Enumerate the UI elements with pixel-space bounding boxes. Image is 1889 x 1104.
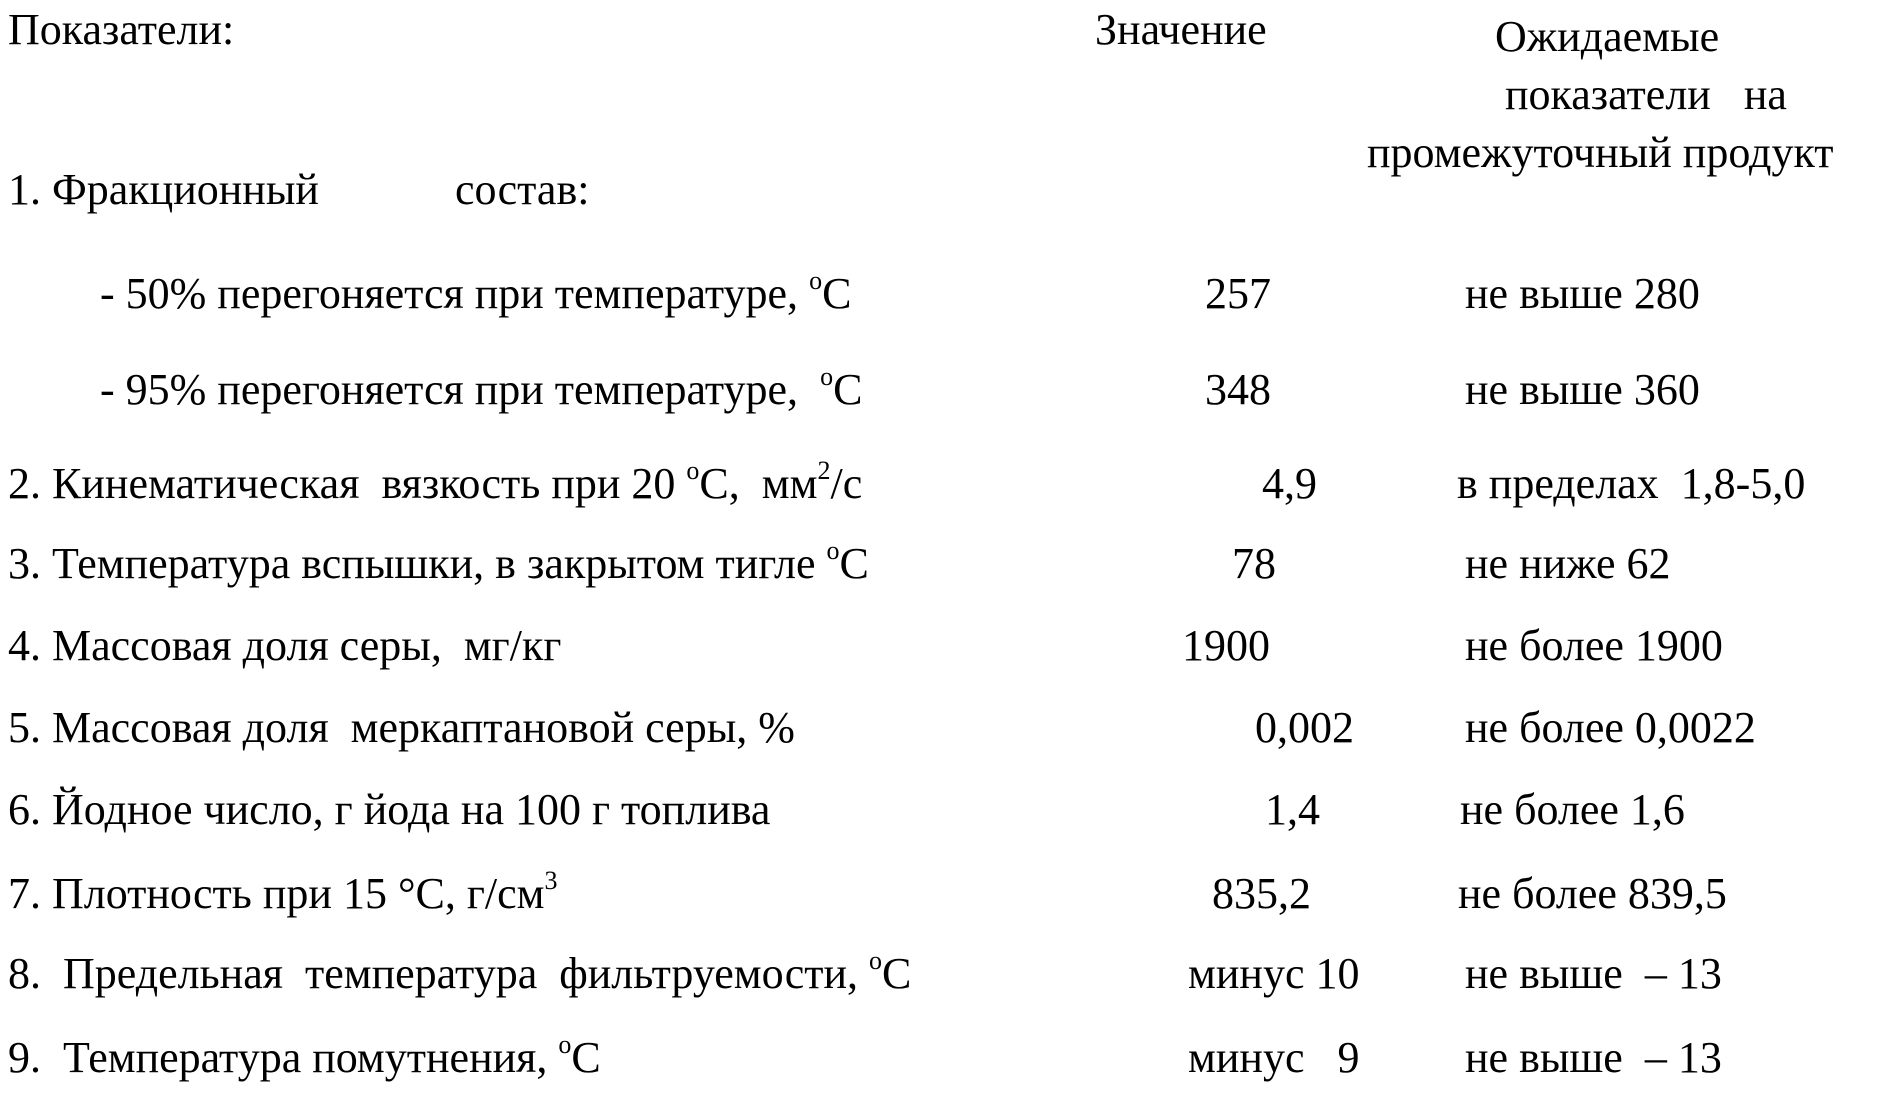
row-label: 4. Массовая доля серы, мг/кг (8, 621, 562, 670)
header-indicators: Показатели: (8, 5, 235, 54)
header-expected-line-2: показатели на (1505, 70, 1787, 119)
header-expected-line-1: Ожидаемые (1495, 12, 1720, 61)
row-expected: не более 1900 (1465, 621, 1723, 670)
section1-label-b: состав: (455, 165, 590, 214)
row-label: 5. Массовая доля меркаптановой серы, % (8, 703, 795, 752)
row-value: 1,4 (1265, 785, 1320, 834)
header-value: Значение (1095, 5, 1267, 54)
row-expected: не более 1,6 (1460, 785, 1685, 834)
row-value: минус 9 (1188, 1033, 1360, 1082)
row-expected: не выше – 13 (1465, 1033, 1722, 1082)
row-label: 7. Плотность при 15 °С, $г/см^3$ (8, 866, 558, 918)
row-expected: не выше – 13 (1465, 949, 1722, 998)
row-expected: не выше 280 (1465, 269, 1700, 318)
row-value: 4,9 (1262, 459, 1317, 508)
row-value: 78 (1232, 539, 1276, 588)
row-label: 3. Температура вспышки, в закрытом тигле $^о$С (8, 536, 869, 588)
row-value: 257 (1205, 269, 1271, 318)
row-label: 6. Йодное число, г йода на 100 г топлива (8, 785, 771, 834)
row-expected: не более 0,0022 (1465, 703, 1756, 752)
row-expected: не ниже 62 (1465, 539, 1671, 588)
row-label: 2. Кинематическая вязкость при 20 $^о$С, $мм^2/с$ (8, 456, 863, 508)
row-value: 348 (1205, 365, 1271, 414)
header-expected (1360, 8, 1880, 182)
row-expected: не более 839,5 (1458, 869, 1727, 918)
row-label: 9. Температура помутнения, $^о$С (8, 1030, 601, 1082)
row-value: 0,002 (1255, 703, 1354, 752)
row-expected: в пределах 1,8-5,0 (1457, 459, 1806, 508)
row-label: - 50% перегоняется при температуре, $^о$С (100, 266, 852, 318)
row-value: 835,2 (1212, 869, 1311, 918)
row-value: 1900 (1182, 621, 1270, 670)
header-expected-line-3: промежуточный продукт (1367, 128, 1834, 177)
row-label: - 95% перегоняется при температуре, $^о$С (100, 362, 863, 414)
row-expected: не выше 360 (1465, 365, 1700, 414)
row-value: минус 10 (1188, 949, 1360, 998)
row-label: 8. Предельная температура фильтруемости, $^о$С (8, 946, 912, 998)
section1-label-a: 1. Фракционный (8, 165, 319, 214)
